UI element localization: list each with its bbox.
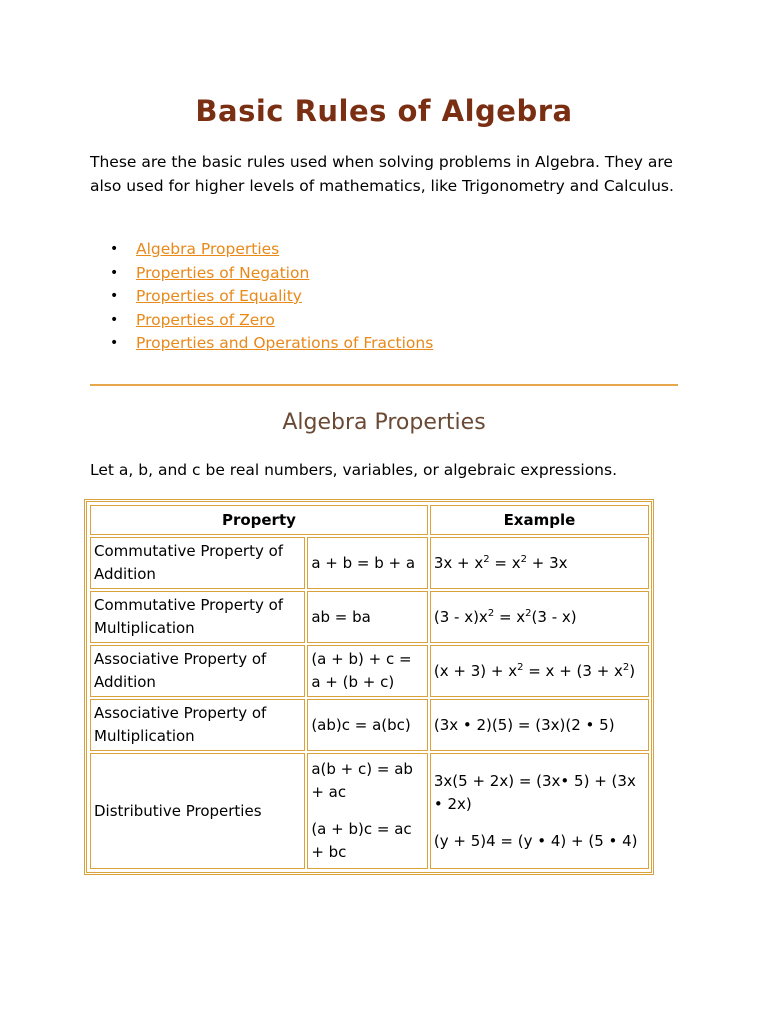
property-rule: (ab)c = a(bc): [307, 699, 428, 751]
toc-item: [110, 332, 433, 356]
table-row: [90, 645, 649, 697]
property-rules: [307, 753, 428, 869]
property-examples: [430, 753, 649, 869]
property-name: Associative Property of Addition: [90, 645, 305, 697]
bullet-dot-icon: •: [110, 335, 119, 351]
table-row: [90, 591, 649, 643]
property-name: Commutative Property of Multiplication: [90, 591, 305, 643]
section-divider: [90, 384, 678, 386]
property-name: Distributive Properties: [90, 753, 305, 869]
property-example: $3x + x^2 = x^2 + 3x$: [430, 537, 649, 589]
toc-item: [110, 285, 433, 309]
bullet-dot-icon: •: [110, 264, 119, 281]
intro-paragraph: These are the basic rules used when solving problems in Algebra. They are also used for higher levels of mathematics, like Trigonometry and Calculus.: [90, 153, 674, 195]
toc-link-properties-of-equality[interactable]: Properties of Equality: [136, 287, 302, 305]
lead-sentence: Let a, b, and c be real numbers, variables, or algebraic expressions.: [90, 461, 618, 479]
bullet-dot-icon: •: [110, 311, 119, 328]
toc-link-properties-of-negation[interactable]: Properties of Negation: [136, 263, 310, 282]
toc-link-algebra-properties[interactable]: Algebra Properties: [136, 240, 280, 258]
property-example: $(3 - x)x^2 = x^2(3 - x)$: [430, 591, 649, 643]
property-rule: ab = ba: [307, 591, 428, 643]
table-row: [90, 753, 649, 869]
distributive-example-2: (y + 5)4 = (y • 4) + (5 • 4): [433, 831, 638, 850]
property-name: Commutative Property of Addition: [90, 537, 305, 589]
property-rule: (a + b) + c = a + (b + c): [307, 645, 428, 697]
bullet-dot-icon: •: [110, 241, 119, 257]
property-rule: a + b = b + a: [307, 537, 428, 589]
properties-table-frame: [84, 499, 654, 875]
property-example: (3x • 2)(5) = (3x)(2 • 5): [430, 699, 649, 751]
table-row: [90, 699, 649, 751]
table-of-contents: [110, 238, 433, 356]
distributive-rule-1: a(b + c) = ab + ac: [311, 760, 413, 801]
table-header-row: [90, 505, 649, 535]
toc-link-fractions[interactable]: Properties and Operations of Fractions: [136, 334, 434, 352]
bullet-dot-icon: •: [110, 288, 119, 304]
toc-item: [110, 309, 433, 333]
section-title: Algebra Properties: [282, 410, 486, 435]
header-property: Property: [90, 505, 428, 535]
page-title: Basic Rules of Algebra: [195, 94, 573, 128]
toc-item: [110, 262, 433, 286]
distributive-rule-2: (a + b)c = ac + bc: [311, 820, 412, 861]
distributive-example-1: 3x(5 + 2x) = (3x• 5) + (3x • 2x): [433, 771, 636, 813]
table-row: [90, 537, 649, 589]
properties-table: [88, 503, 651, 871]
header-example: Example: [430, 505, 649, 535]
toc-link-properties-of-zero[interactable]: Properties of Zero: [136, 310, 275, 329]
toc-item: [110, 238, 433, 262]
property-name: Associative Property of Multiplication: [90, 699, 305, 751]
property-example: $(x + 3) + x^2 = x + (3 + x^2)$: [430, 645, 649, 697]
